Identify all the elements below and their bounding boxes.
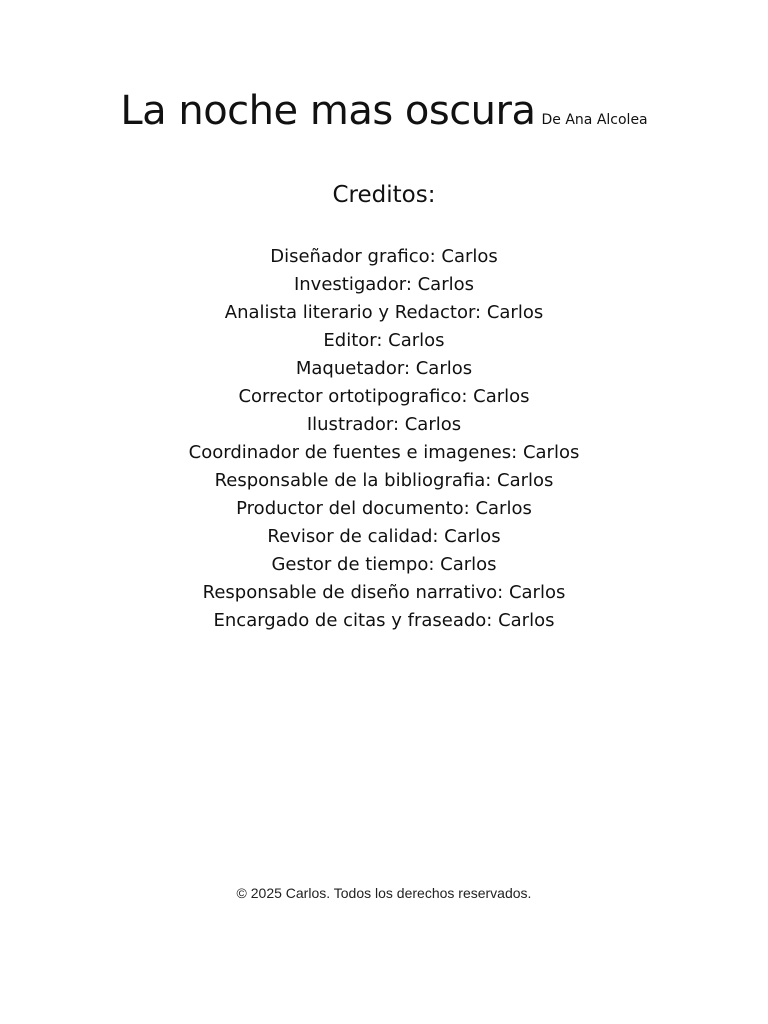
credits-heading: Creditos: xyxy=(332,182,436,208)
credit-item: Editor: Carlos xyxy=(323,330,445,351)
credit-item: Coordinador de fuentes e imagenes: Carlos xyxy=(188,442,580,463)
credits-list xyxy=(0,243,768,635)
copyright-footer: © 2025 Carlos. Todos los derechos reservados. xyxy=(236,885,532,901)
credit-item: Corrector ortotipografico: Carlos xyxy=(238,386,530,407)
credit-item: Investigador: Carlos xyxy=(293,274,475,295)
credit-item: Diseñador grafico: Carlos xyxy=(270,246,498,267)
document-title: La noche mas oscura xyxy=(120,88,536,134)
credit-item: Gestor de tiempo: Carlos xyxy=(271,554,497,575)
credit-item: Maquetador: Carlos xyxy=(295,358,473,379)
title-row xyxy=(0,88,768,134)
credit-item: Encargado de citas y fraseado: Carlos xyxy=(213,610,555,631)
credit-item: Analista literario y Redactor: Carlos xyxy=(224,302,544,323)
author-byline: De Ana Alcolea xyxy=(541,112,648,128)
credit-item: Responsable de la bibliografia: Carlos xyxy=(214,470,554,491)
credit-item: Revisor de calidad: Carlos xyxy=(267,526,501,547)
credit-item: Responsable de diseño narrativo: Carlos xyxy=(202,582,566,603)
credit-item: Productor del documento: Carlos xyxy=(236,498,532,519)
credit-item: Ilustrador: Carlos xyxy=(306,414,462,435)
